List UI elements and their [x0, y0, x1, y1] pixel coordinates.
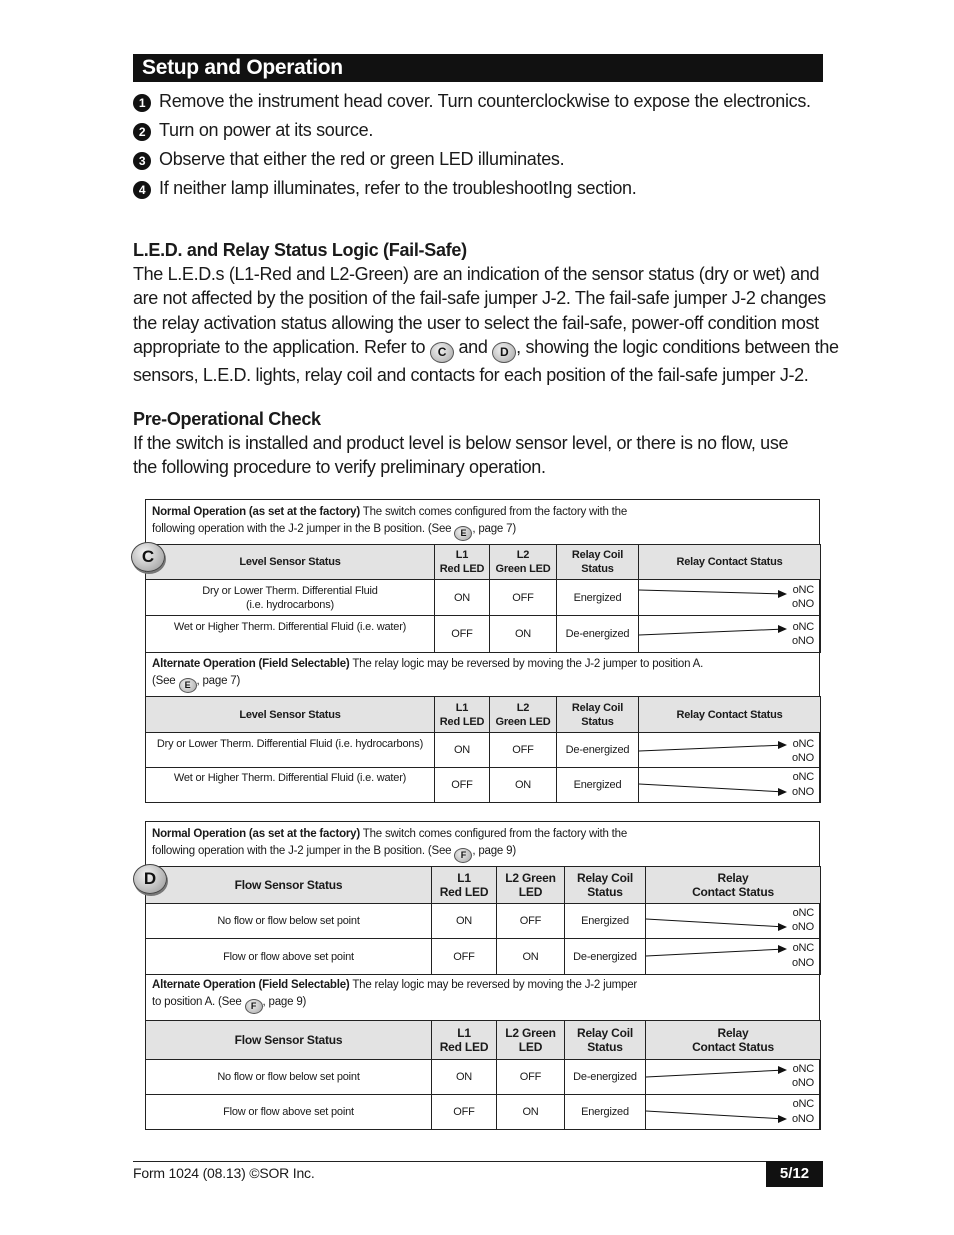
note-text: The relay logic may be reversed by moving the J-2 jumper to position A. — [349, 658, 704, 670]
col-header-sensor: Flow Sensor Status — [146, 867, 432, 904]
note-bold: Normal Operation (as set at the factory) — [152, 506, 360, 518]
coil-cell: Energized — [557, 580, 639, 616]
alternate-operation-note — [152, 977, 637, 1014]
coil-cell: De-energized — [565, 939, 646, 975]
sensor-cell: Flow or flow above set point — [146, 939, 432, 975]
col-header-l1: L1 Red LED — [432, 1021, 497, 1060]
note-bold: Alternate Operation (Field Selectable) — [152, 979, 350, 991]
badge-f-icon: F — [245, 999, 263, 1014]
table-d-alternate — [145, 1020, 821, 1130]
col-header-coil: Relay Coil Status — [557, 545, 639, 580]
contact-cell — [646, 939, 821, 975]
col-header-contact: Relay Contact Status — [646, 867, 821, 904]
l1-cell: ON — [432, 904, 497, 939]
nc-label: oNC — [792, 942, 814, 954]
no-label: oNO — [791, 598, 814, 610]
l1-cell: OFF — [432, 939, 497, 975]
coil-cell: Energized — [557, 768, 639, 803]
coil-cell: De-energized — [565, 1060, 646, 1095]
coil-cell: Energized — [565, 1095, 646, 1130]
l2-cell: ON — [497, 939, 565, 975]
normal-operation-note — [152, 826, 627, 863]
step-text: Remove the instrument head cover. Turn counterclockwise to expose the electronics. — [159, 91, 811, 111]
text-run: appropriate to the application. Refer to — [133, 336, 430, 357]
l2-cell: ON — [490, 768, 557, 803]
no-label: oNO — [791, 921, 814, 933]
note-text: The switch comes configured from the factory with the — [360, 506, 628, 518]
sensor-cell: Wet or Higher Therm. Differential Fluid (i.e. water) — [146, 768, 435, 803]
table-c-container — [145, 499, 820, 803]
paragraph-line: If the switch is installed and product level is below sensor level, or there is no flow, use — [133, 433, 789, 453]
note-text: The relay logic may be reversed by moving the J-2 jumper — [349, 979, 638, 991]
step-number: 3 — [133, 152, 151, 170]
contact-cell — [646, 1095, 821, 1130]
contact-cell — [646, 904, 821, 939]
text-run: , showing the logic conditions between the — [516, 336, 839, 357]
table-c-badge-icon: C — [131, 542, 165, 572]
coil-cell: De-energized — [557, 616, 639, 653]
l2-cell: OFF — [490, 580, 557, 616]
badge-e-icon: E — [179, 678, 197, 693]
paragraph-line: sensors, L.E.D. lights, relay coil and contacts for each position of the fail-safe jumper J-2. — [133, 364, 809, 385]
text-run: and — [453, 336, 493, 357]
note-text: following operation with the J-2 jumper in the B position. (See — [152, 523, 455, 535]
table-d-normal — [145, 866, 821, 975]
note-text: , page 9) — [472, 845, 516, 857]
table-row — [146, 733, 821, 768]
l1-cell: ON — [435, 580, 490, 616]
badge-d-icon: D — [492, 342, 516, 363]
col-header-l2: L2 Green LED — [490, 697, 557, 733]
paragraph-line — [133, 335, 839, 363]
no-label: oNO — [791, 1077, 814, 1089]
col-header-l2: L2 Green LED — [497, 867, 565, 904]
table-row — [146, 939, 821, 975]
paragraph-line: the following procedure to verify preliminary operation. — [133, 457, 546, 478]
table-row — [146, 768, 821, 803]
col-header-l1: L1 Red LED — [432, 867, 497, 904]
l1-cell: OFF — [435, 616, 490, 653]
footer-divider — [133, 1161, 823, 1162]
nc-label: oNC — [792, 907, 814, 919]
step-text: If neither lamp illuminates, refer to the troubleshootIng section. — [159, 178, 637, 198]
step-4 — [133, 177, 636, 199]
contact-cell — [639, 733, 821, 768]
table-row — [146, 580, 821, 616]
sensor-cell: Flow or flow above set point — [146, 1095, 432, 1130]
sensor-cell: No flow or flow below set point — [146, 904, 432, 939]
step-1 — [133, 90, 811, 112]
badge-e-icon: E — [454, 526, 472, 541]
no-label: oNO — [791, 752, 814, 764]
note-text: to position A. (See — [152, 996, 245, 1008]
table-row — [146, 616, 821, 653]
sensor-cell: No flow or flow below set point — [146, 1060, 432, 1095]
nc-label: oNC — [792, 738, 814, 750]
l2-cell: ON — [497, 1095, 565, 1130]
note-bold: Alternate Operation (Field Selectable) — [152, 658, 350, 670]
contact-cell — [639, 616, 821, 653]
step-2 — [133, 119, 373, 141]
footer-form: Form 1024 (08.13) ©SOR Inc. — [133, 1165, 315, 1181]
preop-section-paragraph — [133, 431, 833, 480]
contact-cell — [646, 1060, 821, 1095]
nc-label: oNC — [792, 1098, 814, 1110]
l1-cell: OFF — [435, 768, 490, 803]
note-bold: Normal Operation (as set at the factory) — [152, 828, 360, 840]
preop-section-title: Pre-Operational Check — [133, 409, 321, 429]
no-label: oNO — [791, 786, 814, 798]
step-3 — [133, 148, 564, 170]
no-label: oNO — [791, 1113, 814, 1125]
step-text: Turn on power at its source. — [159, 120, 374, 140]
col-header-contact: Relay Contact Status — [639, 545, 821, 580]
contact-cell — [639, 768, 821, 803]
no-label: oNO — [791, 635, 814, 647]
paragraph-line: The L.E.D.s (L1-Red and L2-Green) are an indication of the sensor status (dry or wet) and — [133, 264, 820, 284]
l2-cell: OFF — [490, 733, 557, 768]
table-header-row — [146, 697, 821, 733]
note-text: The switch comes configured from the factory with the — [360, 828, 628, 840]
col-header-coil: Relay Coil Status — [565, 1021, 646, 1060]
col-header-contact: Relay Contact Status — [646, 1021, 821, 1060]
table-header-row — [146, 867, 821, 904]
contact-cell — [639, 580, 821, 616]
note-text: , page 9) — [262, 996, 307, 1008]
col-header-sensor: Level Sensor Status — [146, 545, 435, 580]
nc-label: oNC — [792, 584, 814, 596]
paragraph-line: are not affected by the position of the fail-safe jumper J-2. The fail-safe jumper J-2 changes — [133, 288, 826, 309]
sensor-cell: Dry or Lower Therm. Differential Fluid (i.e. hydrocarbons) — [146, 580, 435, 616]
col-header-l1: L1 Red LED — [435, 697, 490, 733]
sensor-cell: Dry or Lower Therm. Differential Fluid (i.e. hydrocarbons) — [146, 733, 435, 768]
l2-cell: OFF — [497, 1060, 565, 1095]
section-header: Setup and Operation — [133, 54, 823, 82]
table-header-row — [146, 545, 821, 580]
coil-cell: De-energized — [557, 733, 639, 768]
table-d-container — [145, 821, 820, 1130]
normal-operation-note — [152, 504, 627, 541]
sensor-cell: Wet or Higher Therm. Differential Fluid (i.e. water) — [146, 616, 435, 653]
step-number: 1 — [133, 94, 151, 112]
l1-cell: ON — [432, 1060, 497, 1095]
col-header-coil: Relay Coil Status — [565, 867, 646, 904]
badge-c-icon: C — [430, 342, 454, 363]
note-text: , page 7) — [472, 523, 516, 535]
step-text: Observe that either the red or green LED illuminates. — [159, 149, 565, 169]
note-text: , page 7) — [196, 675, 241, 687]
col-header-l2: L2 Green LED — [497, 1021, 565, 1060]
table-c-alternate — [145, 696, 821, 803]
table-row — [146, 1060, 821, 1095]
l2-cell: ON — [490, 616, 557, 653]
table-header-row — [146, 1021, 821, 1060]
no-label: oNO — [791, 957, 814, 969]
col-header-coil: Relay Coil Status — [557, 697, 639, 733]
paragraph-line: the relay activation status allowing the user to select the fail-safe, power-off condition most — [133, 312, 819, 333]
page-number: 5/12 — [766, 1161, 823, 1187]
table-d-badge-icon: D — [133, 864, 167, 894]
col-header-contact: Relay Contact Status — [639, 697, 821, 733]
table-row — [146, 1095, 821, 1130]
step-number: 4 — [133, 181, 151, 199]
table-row — [146, 904, 821, 939]
l2-cell: OFF — [497, 904, 565, 939]
coil-cell: Energized — [565, 904, 646, 939]
nc-label: oNC — [792, 1063, 814, 1075]
badge-f-icon: F — [454, 848, 472, 863]
led-section-paragraph — [133, 262, 839, 387]
nc-label: oNC — [792, 621, 814, 633]
col-header-l2: L2 Green LED — [490, 545, 557, 580]
note-text: (See — [152, 675, 179, 687]
l1-cell: OFF — [432, 1095, 497, 1130]
col-header-l1: L1 Red LED — [435, 545, 490, 580]
led-section-title: L.E.D. and Relay Status Logic (Fail-Safe) — [133, 240, 467, 260]
step-number: 2 — [133, 123, 151, 141]
col-header-sensor: Level Sensor Status — [146, 697, 435, 733]
l1-cell: ON — [435, 733, 490, 768]
nc-label: oNC — [792, 771, 814, 783]
table-c-normal — [145, 544, 821, 653]
alternate-operation-note — [152, 656, 703, 693]
col-header-sensor: Flow Sensor Status — [146, 1021, 432, 1060]
note-text: following operation with the J-2 jumper in the B position. (See — [152, 845, 455, 857]
